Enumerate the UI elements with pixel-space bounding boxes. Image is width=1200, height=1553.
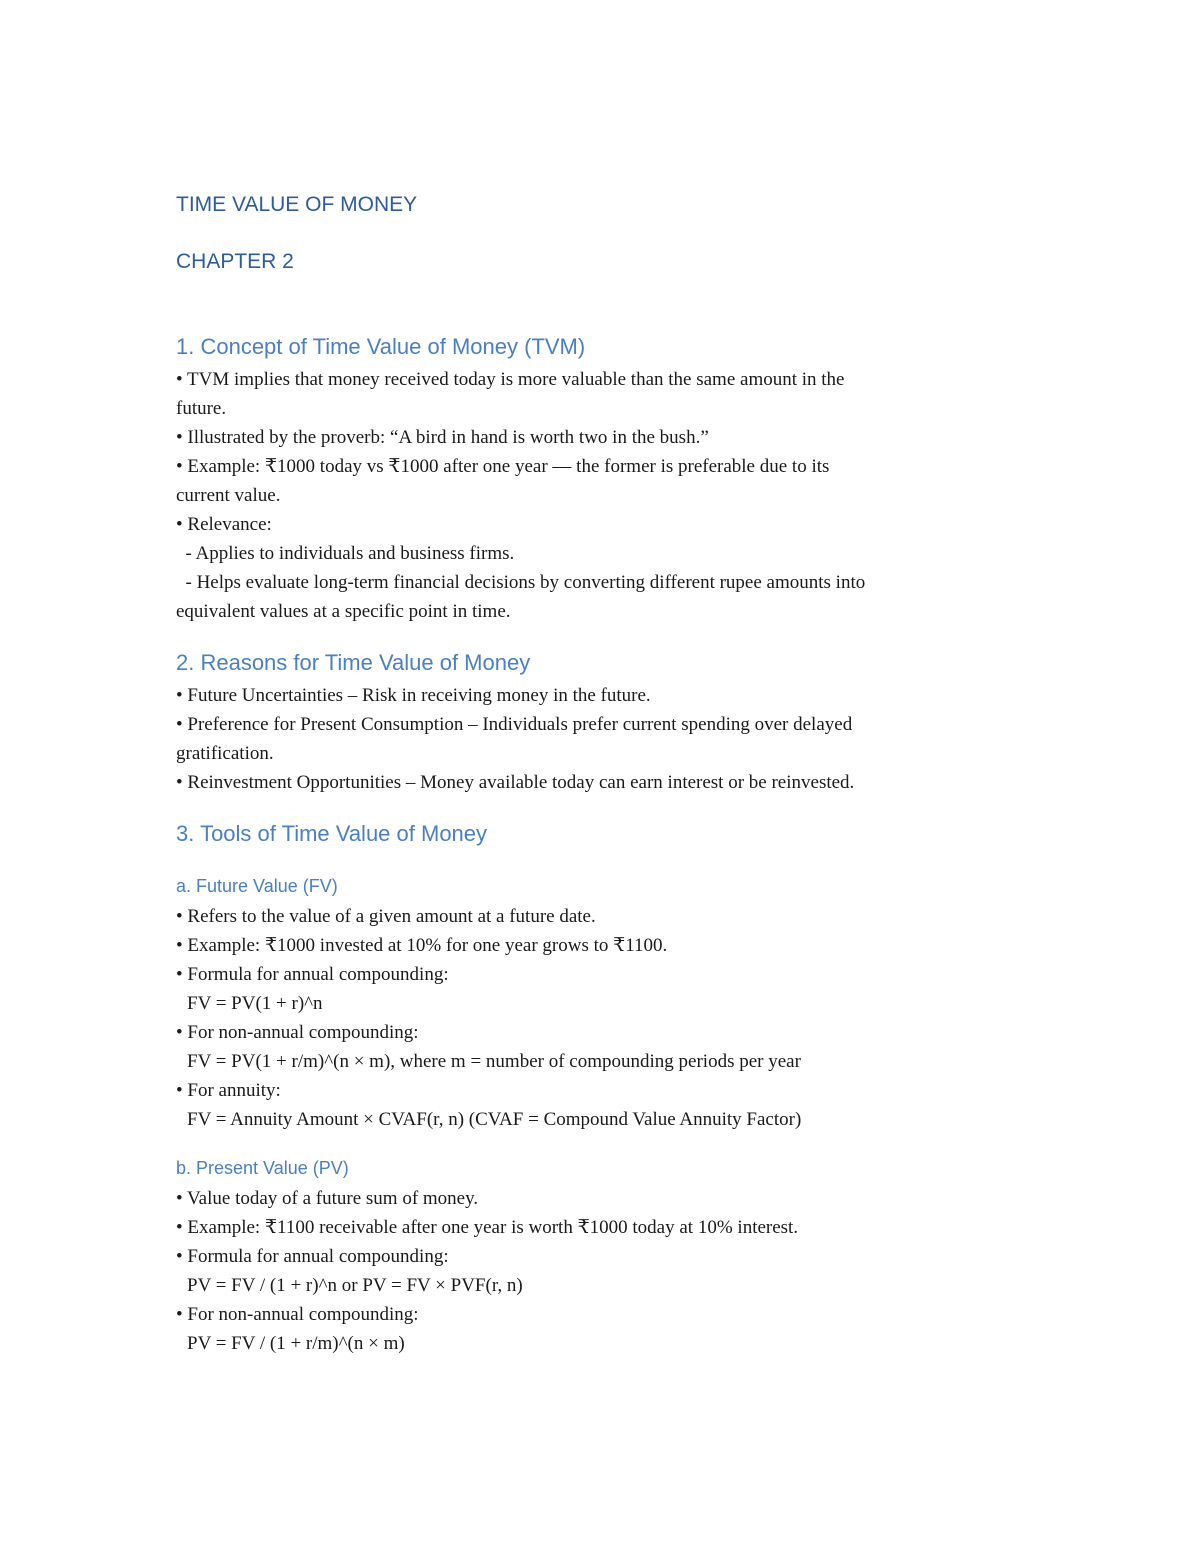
section-1-line: • TVM implies that money received today is more valuable than the same amount in the <box>176 369 845 390</box>
formula-line: PV = FV / (1 + r/m)^(n × m) <box>187 1333 405 1354</box>
subsection-a-line: • Example: ₹1000 invested at 10% for one year grows to ₹1100. <box>176 935 668 956</box>
section-2-line: • Future Uncertainties – Risk in receiving money in the future. <box>176 685 651 706</box>
document-title: TIME VALUE OF MONEY <box>176 193 418 216</box>
subsection-a-line: • Refers to the value of a given amount at a future date. <box>176 906 596 927</box>
section-1-line: future. <box>176 398 227 419</box>
section-2-line: gratification. <box>176 743 274 764</box>
section-1-line: - Helps evaluate long-term financial decisions by converting different rupee amounts into <box>176 572 866 593</box>
section-3-heading: 3. Tools of Time Value of Money <box>176 821 488 846</box>
section-1-line: • Example: ₹1000 today vs ₹1000 after one year — the former is preferable due to its <box>176 456 830 477</box>
subsection-b-line: • Value today of a future sum of money. <box>176 1188 479 1209</box>
section-1-line: - Applies to individuals and business firms. <box>176 543 515 564</box>
formula-line: FV = Annuity Amount × CVAF(r, n) (CVAF = Compound Value Annuity Factor) <box>187 1109 802 1130</box>
section-1-line: equivalent values at a specific point in time. <box>176 601 511 622</box>
section-2-line: • Preference for Present Consumption – Individuals prefer current spending over delayed <box>176 714 853 735</box>
subsection-a-line: • Formula for annual compounding: <box>176 964 449 985</box>
section-1-line: current value. <box>176 485 281 506</box>
subsection-a-line: • For annuity: <box>176 1080 281 1101</box>
formula-line: FV = PV(1 + r/m)^(n × m), where m = number of compounding periods per year <box>187 1051 801 1072</box>
formula-line: PV = FV / (1 + r)^n or PV = FV × PVF(r, n) <box>187 1275 523 1296</box>
section-1-line: • Relevance: <box>176 514 272 535</box>
subsection-b-line: • Example: ₹1100 receivable after one year is worth ₹1000 today at 10% interest. <box>176 1217 799 1238</box>
section-2-heading: 2. Reasons for Time Value of Money <box>176 650 531 675</box>
subsection-a-line: • For non-annual compounding: <box>176 1022 419 1043</box>
section-1-line: • Illustrated by the proverb: “A bird in hand is worth two in the bush.” <box>176 427 709 448</box>
subsection-b-line: • Formula for annual compounding: <box>176 1246 449 1267</box>
section-1-heading: 1. Concept of Time Value of Money (TVM) <box>176 334 586 359</box>
chapter-label: CHAPTER 2 <box>176 250 294 273</box>
subsection-b-heading: b. Present Value (PV) <box>176 1158 349 1178</box>
formula-line: FV = PV(1 + r)^n <box>187 993 323 1014</box>
section-2-line: • Reinvestment Opportunities – Money available today can earn interest or be reinvested. <box>176 772 855 793</box>
subsection-b-line: • For non-annual compounding: <box>176 1304 419 1325</box>
subsection-a-heading: a. Future Value (FV) <box>176 876 338 896</box>
